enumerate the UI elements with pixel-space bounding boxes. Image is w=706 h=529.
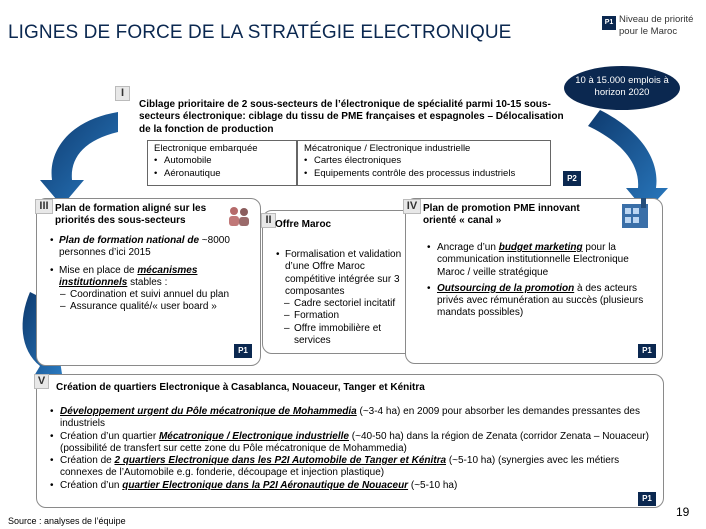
offer-formalisation-text: Formalisation et validation d’une Offre Maroc compétitive intégrée sur 3 composantes xyxy=(285,249,402,297)
section-iii-number: III xyxy=(35,199,53,214)
mechanisms-emphasis: mécanismes institutionnels xyxy=(59,264,198,288)
section-v-bullet-2: • Création d’un quartier Mécatronique / Electronique industrielle (~40-50 ha) dans la région de Zenata (corridor Zenata – Nouaceur) (possibilité de transfert sur cette zone du Pôle mécatronique de Mohammedia) xyxy=(50,430,649,454)
section-i-text: Ciblage prioritaire de 2 sous-secteurs de l’électronique de spécialité parmi 10-15 sous-secteurs électronique: ciblage du tissu de PME françaises et espagnoles – Délocalisation de la fonction de production xyxy=(139,99,564,135)
mohammedia-detail: (~3-4 ha) en 2009 pour absorber les demandes pressantes des industriels xyxy=(60,406,640,430)
section-iii-bullet-2: • Mise en place de mécanismes institutionnels stables : xyxy=(50,264,198,288)
section-v-number: V xyxy=(34,374,49,389)
section-iii-subitem: – Coordination et suivi annuel du plan xyxy=(60,289,250,301)
mohammedia-emphasis: Développement urgent du Pôle mécatronique de Mohammedia xyxy=(60,406,357,417)
nouaceur-prefix: Création d’un xyxy=(60,479,120,491)
zenata-prefix: Création d’un quartier xyxy=(60,430,157,442)
training-plan-detail: ~8000 personnes d’ici 2015 xyxy=(59,235,230,259)
box-embedded-electronics xyxy=(147,140,297,186)
section-iv-title: Plan de promotion PME innovant orienté « canal » xyxy=(423,203,580,227)
section-iv-list xyxy=(427,242,657,320)
priority-legend-badge: P1 xyxy=(602,16,616,30)
employment-target-text: 10 à 15.000 emplois à horizon 2020 xyxy=(575,75,669,98)
box-embedded-heading: Electronique embarquée xyxy=(154,143,258,154)
nouaceur-emphasis: quartier Electronique dans la P2I Aéronautique de Nouaceur xyxy=(122,479,409,491)
section-v-list xyxy=(50,406,650,492)
section-v-bullet-4: • Création d’un quartier Electronique dans la P2I Aéronautique de Nouaceur (~5-10 ha) xyxy=(50,479,458,491)
zenata-emphasis: Mécatronique / Electronique industrielle xyxy=(158,430,349,442)
section-ii-subitem: – Formation xyxy=(284,310,416,322)
source-note: Source : analyses de l’équipe xyxy=(8,516,126,526)
mechanisms-prefix: Mise en place de xyxy=(59,264,135,276)
box-industrial-electronics xyxy=(297,140,551,186)
section-iv-number: IV xyxy=(403,199,421,214)
box-industrial-heading: Mécatronique / Electronique industrielle xyxy=(304,143,471,154)
priority-legend-text: Niveau de priorité pour le Maroc xyxy=(619,14,694,37)
section-v-priority-badge: P1 xyxy=(638,492,656,506)
budget-emphasis: budget marketing xyxy=(498,242,583,253)
factory-icon xyxy=(620,196,650,230)
zenata-detail: (~40-50 ha) dans la région de Zenata (corridor Zenata – Nouaceur) (possibilité de transfert sur cette zone du Pôle mécatronique de Mohammedia) xyxy=(60,430,649,454)
section-ii-subitem: – Cadre sectoriel incitatif xyxy=(284,298,416,310)
section-iv-priority-badge: P1 xyxy=(638,344,656,358)
budget-detail: pour la communication institutionnelle Electronique Maroc / veille stratégique xyxy=(437,242,629,278)
tanger-kenitra-prefix: Création de xyxy=(60,455,112,467)
box-industrial-item: • Cartes électroniques xyxy=(304,155,544,167)
section-iii-list xyxy=(50,235,250,314)
box-industrial-item: • Equipements contrôle des processus industriels xyxy=(304,168,544,180)
section-iii-priority-badge: P1 xyxy=(234,344,252,358)
section-v-bullet-1: • Développement urgent du Pôle mécatronique de Mohammedia (~3-4 ha) en 2009 pour absorber les demandes pressantes des industriels xyxy=(50,406,640,430)
page-title: LIGNES DE FORCE DE LA STRATÉGIE ELECTRONIQUE xyxy=(8,22,512,43)
section-ii-list xyxy=(276,249,416,347)
section-iv-bullet-2: • Outsourcing de la promotion à des acteurs privés avec rémunération au succès (plusieurs mandats possibles) xyxy=(427,282,644,319)
tanger-kenitra-detail: (~5-10 ha) (synergies avec les métiers connexes de l’Automobile e.g. fonderie, découpage et injection plastique) xyxy=(60,455,620,479)
mechanisms-suffix: stables : xyxy=(130,276,168,288)
section-ii-subitem: – Offre immobilière et services xyxy=(284,323,416,348)
page-number: 19 xyxy=(676,505,690,519)
students-icon xyxy=(226,204,252,228)
section-iii-subitem: – Assurance qualité/« user board » xyxy=(60,301,250,313)
section-iii-bullet-1: • Plan de formation national de ~8000 personnes d’ici 2015 xyxy=(50,235,230,259)
section-ii-title: Offre Maroc xyxy=(275,219,332,230)
section-i-priority-badge: P2 xyxy=(563,171,581,186)
arrow-left-icon xyxy=(40,112,118,206)
section-v-title: Création de quartiers Electronique à Casablanca, Nouaceur, Tanger et Kénitra xyxy=(56,382,425,393)
tanger-kenitra-emphasis: 2 quartiers Electronique dans les P2I Automobile de Tanger et Kénitra xyxy=(114,455,447,467)
section-iii-title: Plan de formation aligné sur les priorités des sous-secteurs xyxy=(55,203,207,227)
training-plan-emphasis: Plan de formation national de xyxy=(59,235,200,246)
section-ii-bullet-1: • Formalisation et validation d’une Offre Maroc compétitive intégrée sur 3 composantes xyxy=(276,249,402,297)
section-ii-number: II xyxy=(261,213,276,228)
box-embedded-item: • Aéronautique xyxy=(154,168,290,180)
outsourcing-detail: à des acteurs privés avec rémunération au succès (plusieurs mandats possibles) xyxy=(437,282,644,319)
budget-prefix: Ancrage d’un xyxy=(437,242,496,253)
section-v-bullet-3: • Création de 2 quartiers Electronique dans les P2I Automobile de Tanger et Kénitra (~5-10 ha) (synergies avec les métiers connexes de l’Automobile e.g. fonderie, découpage et injection plastique) xyxy=(50,455,620,479)
box-embedded-item: • Automobile xyxy=(154,155,290,167)
outsourcing-emphasis: Outsourcing de la promotion xyxy=(437,282,575,294)
section-i-number: I xyxy=(115,86,130,101)
nouaceur-detail: (~5-10 ha) xyxy=(410,479,458,491)
section-iv-bullet-1: • Ancrage d’un budget marketing pour la communication institutionnelle Electronique Maroc / veille stratégique xyxy=(427,242,629,278)
